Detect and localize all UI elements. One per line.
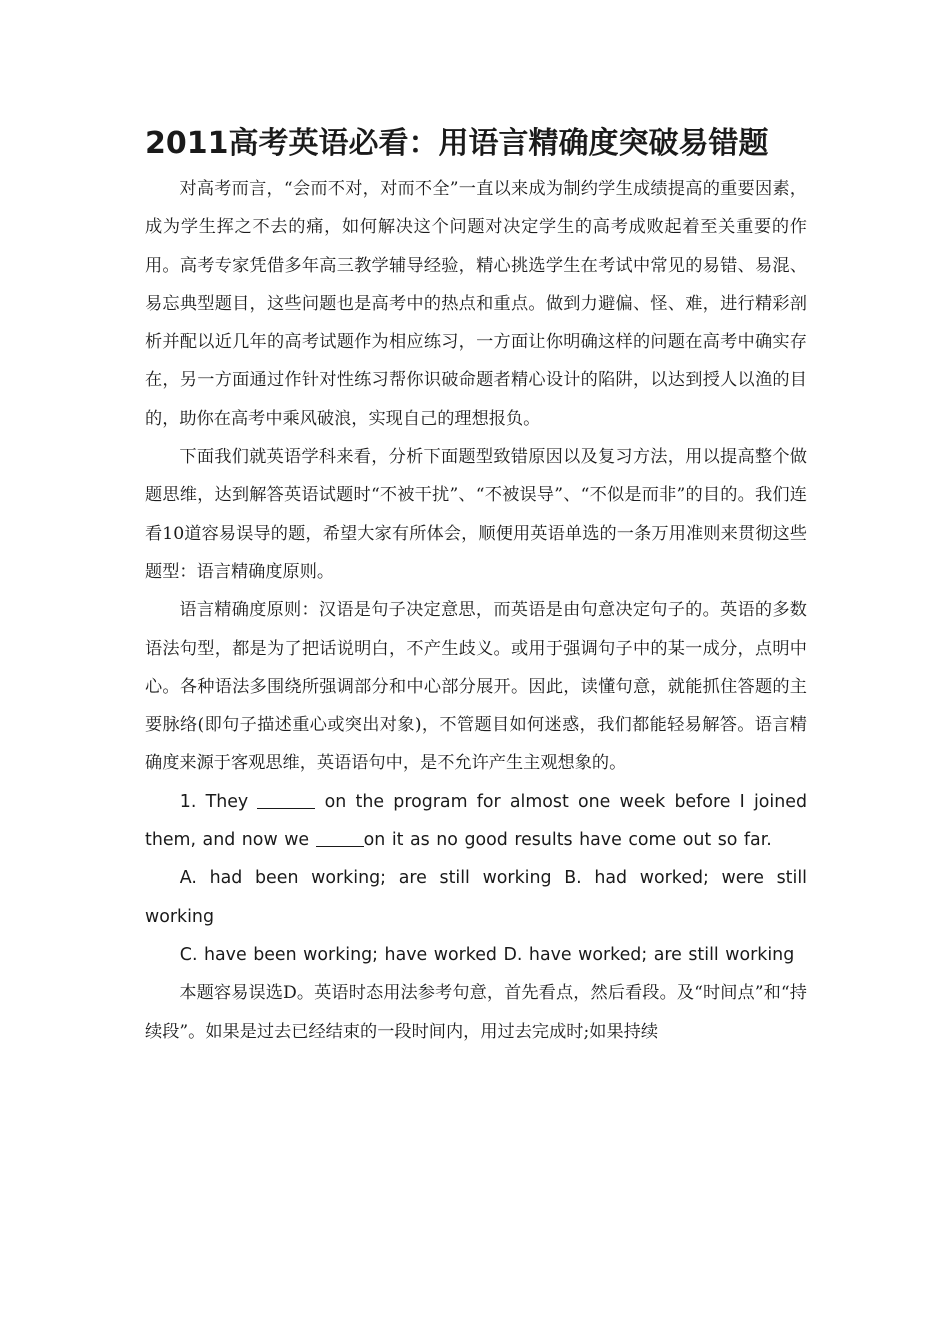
question-1-part-2: on the program for almost one week before I joined them, and now we <box>145 791 808 851</box>
document-title: 2011高考英语必看：用语言精确度突破易错题 <box>145 126 769 161</box>
question-1 <box>145 783 807 860</box>
intro-paragraph-2: 下面我们就英语学科来看，分析下面题型致错原因以及复习方法，用以提高整个做题思维，达到解答英语试题时“不被干扰”、“不被误导”、“不似是而非”的目的。我们连看10道容易误导的题，希望大家有所体会，顺便用英语单选的一条万用准则来贯彻这些题型：语言精确度原则。 <box>145 447 807 582</box>
principle-paragraph: 语言精确度原则：汉语是句子决定意思，而英语是由句意决定句子的。英语的多数语法句型，都是为了把话说明白，不产生歧义。或用于强调句子中的某一成分，点明中心。各种语法多围绕所强调部分和中心部分展开。因此，读懂句意，就能抓住答题的主要脉络(即句子描述重心或突出对象)，不管题目如何迷惑，我们都能轻易解答。语言精确度来源于客观思维，英语语句中，是不允许产生主观想象的。 <box>145 600 807 774</box>
question-1-blank-2 <box>316 829 364 847</box>
question-1-options-ab: A. had been working; are still working B. had worked; were still working <box>145 868 807 927</box>
question-1-part-1: 1. They <box>179 791 249 812</box>
question-1-options-cd: C. have been working; have worked D. have worked; are still working <box>179 944 795 965</box>
analysis-paragraph: 本题容易误选D。英语时态用法参考句意，首先看点，然后看段。及“时间点”和“持续段”。如果是过去已经结束的一段时间内，用过去完成时;如果持续 <box>145 983 807 1042</box>
intro-paragraph-1: 对高考而言，“会而不对，对而不全”一直以来成为制约学生成绩提高的重要因素，成为学生挥之不去的痛，如何解决这个问题对决定学生的高考成败起着至关重要的作用。高考专家凭借多年高三教学辅导经验，精心挑选学生在考试中常见的易错、易混、易忘典型题目，这些问题也是高考中的热点和重点。做到力避偏、怪、难，进行精彩剖析并配以近几年的高考试题作为相应练习，一方面让你明确这样的问题在高考中确实存在，另一方面通过作针对性练习帮你识破命题者精心设计的陷阱，以达到授人以渔的目的，助你在高考中乘风破浪，实现自己的理想报负。 <box>145 179 807 429</box>
document-page <box>145 118 807 1051</box>
question-1-blank-1 <box>257 790 315 808</box>
question-1-part-3: on it as no good results have come out so far. <box>363 830 772 851</box>
